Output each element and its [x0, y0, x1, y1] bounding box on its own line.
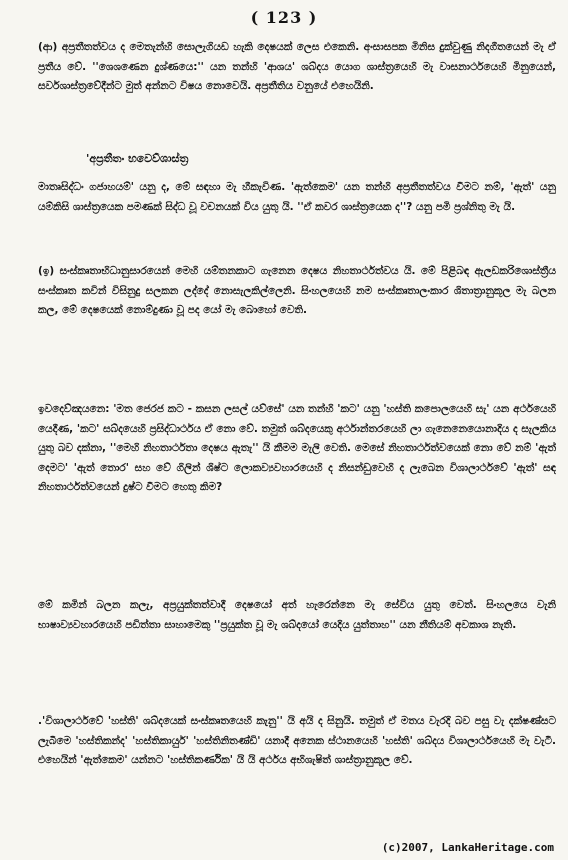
- section-heading: 'අප්‍රතීතං භවෙව්ශාස්ත්‍ර: [86, 152, 189, 165]
- paragraph-5: මේ කමින් බලන කලැ, අප්‍රයුක්තත්වාදී දෙෂයෝ අත් හැරෙන්නෙ මැ සේවිය යුතු වෙත්. සිංහලයෙ වැනි භාෂාව්‍යවහාරයෙහි පඩිත්තා සාහාමෙකු ''ප්‍රයුක්ත වූ මැ ශබ්දයෝ යෙදිය යුත්තාහ'' යන නීතියම් අවකාශ නැති.: [38, 599, 556, 631]
- page-number: ( 123 ): [250, 8, 318, 27]
- paragraph-6: .'විශාලාර්ථවේ 'හස්ති' ශබ්දයෙක් සංස්කෘතයෙහි කැනු'' යි අයි ද සිනුයි. තමුත් ඒ මතය වැරදි බව පසු වැ දක්ෂණ්සට ලැබීමෙ 'හස්තිකන්ද' 'හස්තිකායුර්' 'හස්තිනිතණ්ඩි' යනාදී අනෙක ස්ථානයෙහි 'හස්ති' ශබ්දය විශාලාර්ථයෙහි මැ වැටී. එහෙයින් 'ඇත්කෙම' යන්නට 'හස්තිකර්ණික' යි යි අර්ථය අභිශැෂිත් ශාස්ත්‍රානුකූල වේ.: [38, 715, 556, 767]
- paragraph-2: මාතෘසිද්ධං ගජාහයම්' යනු ද, මේ සඳහා මැ හීකැවිණ. 'ඇත්කෙම' යන තන්හි අප්‍රතීතත්වය වීමට නම්, 'ඇත්' යනු යම්කිසි ශාස්ත්‍රයෙක පමණක් සිද්ධ වූ වචනයක් විය යුතු යි. ''ඒ කවර ශාස්ත්‍රයෙක ද''? යනු පමි ප්‍රශ්නිතු මැ යි.: [38, 181, 556, 213]
- paragraph-1: (ආ) අප්‍රතීතත්වය ද මෙතැන්හි සොලැගියඩ හැකි දෙෂයක් ලෙස එකෙනි. අංසාසපක මිනිස දුක්වුණු නිදගීතයෙන් මැ ඒ ප්‍රතීය වේ. ''ශෙශණෙන දුශ්ණයෙ:'' යන තන්හි 'ආශය' ශබ්දය යොග ශාස්ත්‍රයෙහි මැ වාසනාර්ථයෙහි මිනුයෙන්, සර්වශාස්ත්‍රවේදීන්ට මුත් අන්නට විෂය නොවෙයි. අප්‍රතීතිය වනුයේ එහෙයිනි.: [38, 41, 556, 93]
- copyright-footer: (c)2007, LankaHeritage.com: [381, 841, 554, 854]
- paragraph-3: (ඉ) සංස්කෘතාභිධානුසාරයෙන් මෙහි යම්තනකාට ගැනෙන දෙෂය නිහතාර්ථත්වය යි. මේ පිළිබඳ ඇලඩකරිශොස්ත්‍රීය සංස්කෘත කවින් විසිනුදු සලකන ලද්දේ නොසැලකිල්ලෙනි. සිංහලයෙහි නම සංස්කෘතාලංකාර ශිතාත්‍රානුකූල මැ බලන කල, මේ දෙෂයෙක් නොම්දුණා වූ පද යෝ මැ බොහෝ වෙති.: [38, 265, 556, 317]
- paragraph-4: ඉවදෙව්ඤයනෙ: 'මත ජෙරජ කට - කසන ලසල් යව්සේ' යන තන්හි 'කට' යනු 'හස්ති කපොලයෙහි සැ' යන අර්ථයෙහි යෙදීණ, 'කට' සබ්දයෙහි ප්‍රසිද්ධාර්ථය ඒ නො වේ. තමුත් ශබ්දයෙකු අර්ථාන්තරයෙහි ලා ගැනෙනෙයොනාදිය ද සැලකිය යුතු බව දක්නා, ''මෙහි නිහතාර්ථතා දෙෂය ඇතැ'' යි කීමම මැලි වෙති. මෙසේ නිහතාර්ථත්වයෙක් නො වේ නම් 'ඇත් දෙමට' 'ඇත් තොර' සහ වේ ගිලින් ශිෂ්ට ලොකව්‍යවහාරයෙහි ද නිසන්ඩුවෙහි ද ලැබෙන විශාලාර්ථවේ 'ඇත්' සඳ නිහතාර්ථත්වයෙන් දුෂ්ට වීමට හෙතු කිම?: [38, 403, 556, 494]
